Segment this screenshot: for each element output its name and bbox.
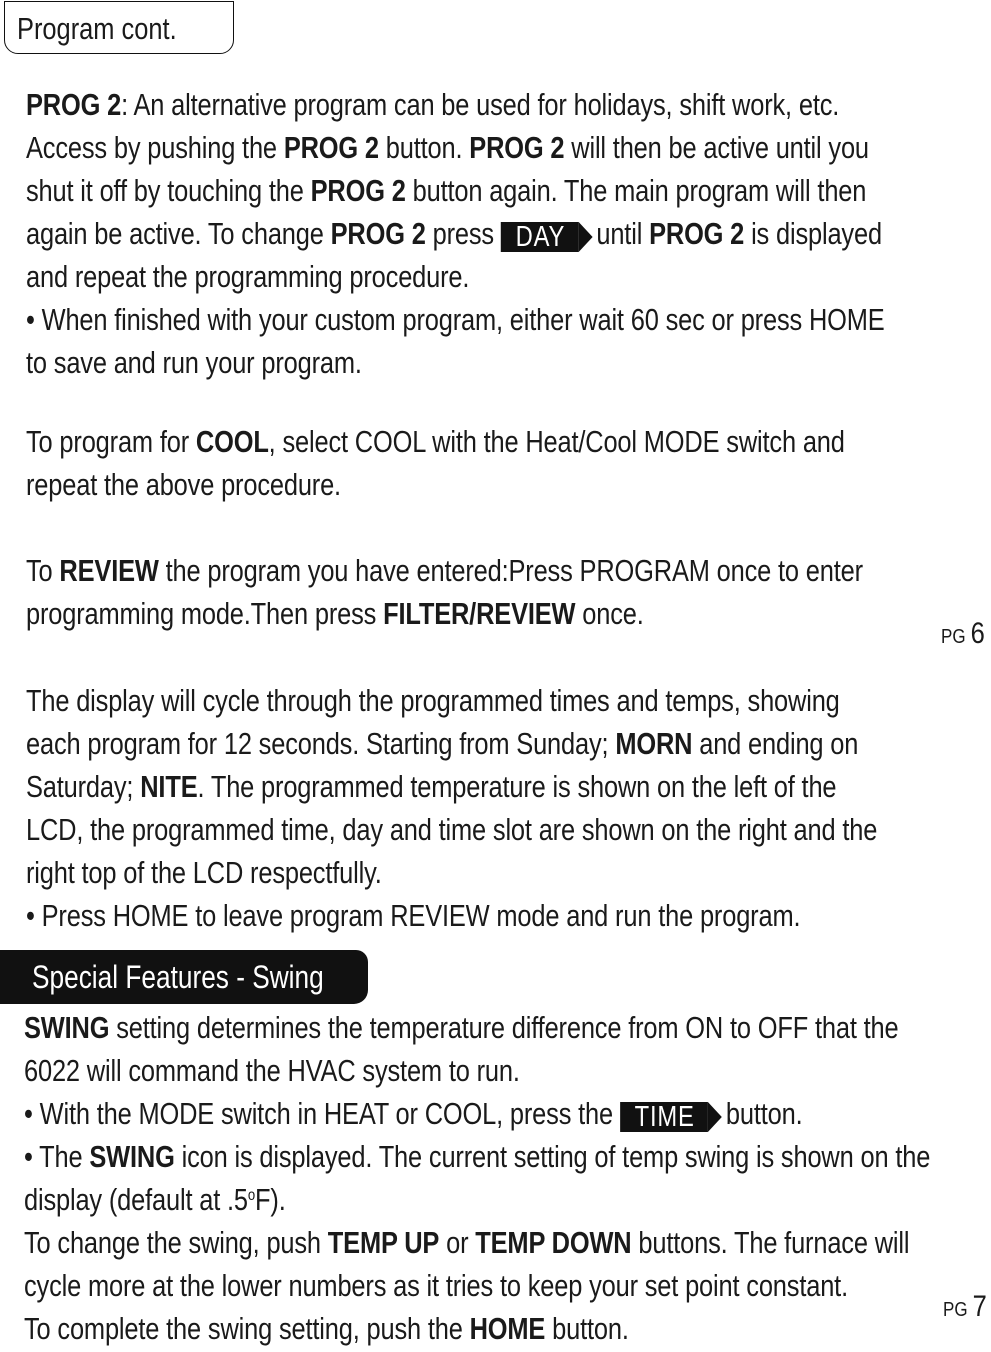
review-line-1: To REVIEW the program you have entered:Press PROGRAM once to enter	[26, 553, 863, 588]
swing-bullet-line-2: • The SWING icon is displayed. The current setting of temp swing is shown on the	[24, 1139, 931, 1174]
page-number-6: PG 6	[941, 617, 985, 650]
prog2-line-3: shut it off by touching the PROG 2 button again. The main program will then	[26, 173, 867, 208]
swing-line-8: To complete the swing setting, push the HOME button.	[24, 1311, 629, 1346]
time-key-icon: TIME	[620, 1102, 708, 1132]
swing-line-6: To change the swing, push TEMP UP or TEMP DOWN buttons. The furnace will	[24, 1225, 910, 1260]
section-tab-label: Program cont.	[17, 11, 177, 46]
display-line-3: Saturday; NITE. The programmed temperature is shown on the left of the	[26, 769, 837, 804]
swing-line-2: 6022 will command the HVAC system to run.	[24, 1053, 520, 1088]
cool-section	[26, 420, 845, 506]
display-line-1: The display will cycle through the programmed times and temps, showing	[26, 683, 840, 718]
degree-sign: o	[247, 1187, 256, 1204]
prog2-line-5: and repeat the programming procedure.	[26, 259, 470, 294]
section-tab-program-cont	[4, 1, 234, 54]
section-tab-special-features-swing	[0, 950, 368, 1004]
swing-line-5: display (default at .5$^o$F).	[24, 1182, 286, 1217]
page-number-7: PG 7	[943, 1290, 987, 1323]
prog2-bullet-line-1: • When finished with your custom program, either wait 60 sec or press HOME	[26, 302, 885, 337]
day-key-icon: DAY	[501, 222, 578, 252]
display-line-4: LCD, the programmed time, day and time slot are shown on the right and the	[26, 812, 878, 847]
display-line-2: each program for 12 seconds. Starting from Sunday; MORN and ending on	[26, 726, 859, 761]
swing-section	[24, 1006, 931, 1350]
prog2-section	[26, 83, 885, 384]
display-bullet-line: • Press HOME to leave program REVIEW mode and run the program.	[26, 898, 801, 933]
prog2-line-2: Access by pushing the PROG 2 button. PROG 2 will then be active until you	[26, 130, 869, 165]
prog2-line-1: PROG 2: An alternative program can be used for holidays, shift work, etc.	[26, 87, 840, 122]
section-tab-label: Special Features - Swing	[32, 959, 324, 995]
prog2-line-4: again be active. To change PROG 2 press DAY until PROG 2 is displayed	[26, 216, 882, 253]
prog2-bullet-line-2: to save and run your program.	[26, 345, 362, 380]
swing-line-7: cycle more at the lower numbers as it tries to keep your set point constant.	[24, 1268, 848, 1303]
cool-line-2: repeat the above procedure.	[26, 467, 341, 502]
display-section	[26, 679, 878, 937]
review-line-2: programming mode.Then press FILTER/REVIEW once.	[26, 596, 644, 631]
review-section	[26, 549, 863, 635]
display-line-5: right top of the LCD respectfully.	[26, 855, 382, 890]
swing-line-1: SWING setting determines the temperature difference from ON to OFF that the	[24, 1010, 899, 1045]
swing-bullet-line-1: • With the MODE switch in HEAT or COOL, press the TIME button.	[24, 1096, 803, 1133]
cool-line-1: To program for COOL, select COOL with the Heat/Cool MODE switch and	[26, 424, 845, 459]
